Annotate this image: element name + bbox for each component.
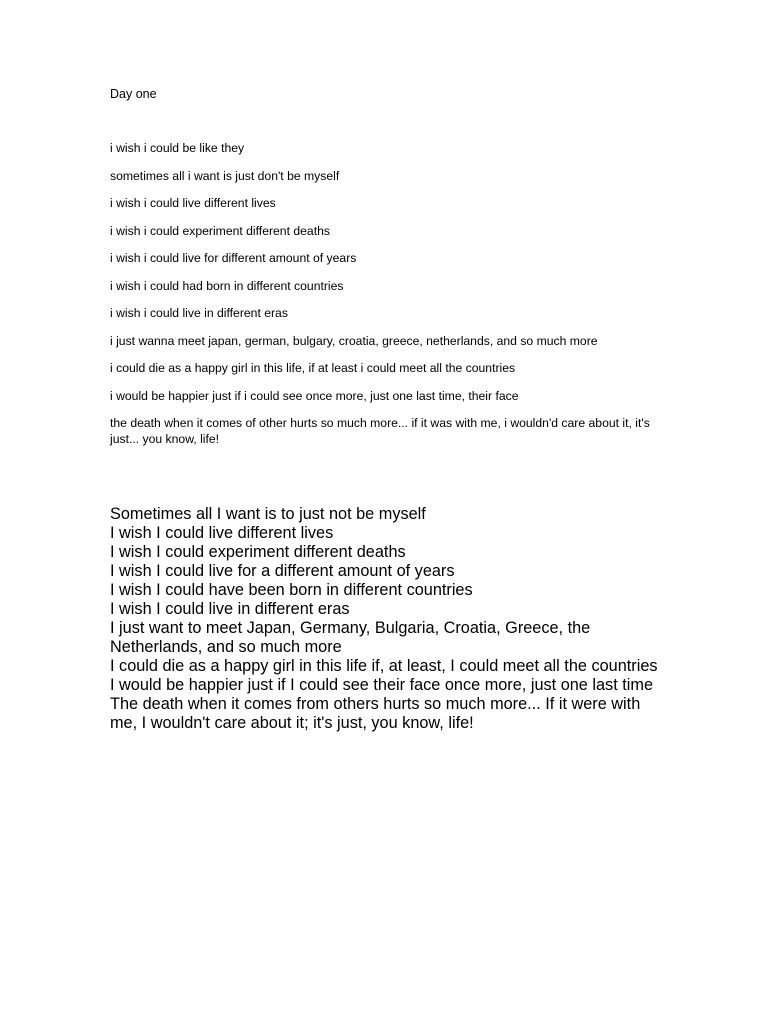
revised-text-block	[110, 505, 670, 733]
original-line: the death when it comes of other hurts so much more... if it was with me, i wouldn'd care about it, it's just... you know, life!	[110, 416, 650, 446]
revised-line: The death when it comes from others hurts so much more... If it were with me, I wouldn't care about it; it's just, you know, life!	[110, 695, 641, 732]
original-line: i wish i could had born in different countries	[110, 278, 344, 293]
original-line: i could die as a happy girl in this life, if at least i could meet all the countries	[110, 361, 516, 375]
revised-line: I would be happier just if I could see their face once more, just one last time	[110, 676, 653, 694]
original-text-block	[110, 140, 650, 459]
revised-line: I wish I could live in different eras	[110, 600, 350, 618]
revised-line: I wish I could live different lives	[110, 524, 334, 542]
original-line: i wish i could live for different amount of years	[110, 251, 357, 265]
original-line: i wish i could live in different eras	[110, 306, 288, 320]
revised-line: I wish I could experiment different deaths	[110, 543, 406, 561]
original-line: sometimes all i want is just don't be myself	[110, 168, 340, 183]
revised-line: Sometimes all I want is to just not be myself	[110, 505, 426, 523]
original-line: i wish i could be like they	[110, 141, 245, 155]
original-line: i wish i could experiment different deaths	[110, 223, 330, 238]
revised-line: I wish I could have been born in different countries	[110, 581, 473, 599]
revised-line: I wish I could live for a different amount of years	[110, 562, 455, 580]
original-line: i would be happier just if i could see once more, just one last time, their face	[110, 388, 519, 403]
original-line: i wish i could live different lives	[110, 196, 276, 210]
revised-line: I just want to meet Japan, Germany, Bulgaria, Croatia, Greece, the Netherlands, and so much more	[110, 619, 591, 656]
page-title: Day one	[110, 87, 157, 101]
revised-line: I could die as a happy girl in this life if, at least, I could meet all the countries	[110, 657, 658, 675]
original-line: i just wanna meet japan, german, bulgary, croatia, greece, netherlands, and so much more	[110, 333, 598, 348]
